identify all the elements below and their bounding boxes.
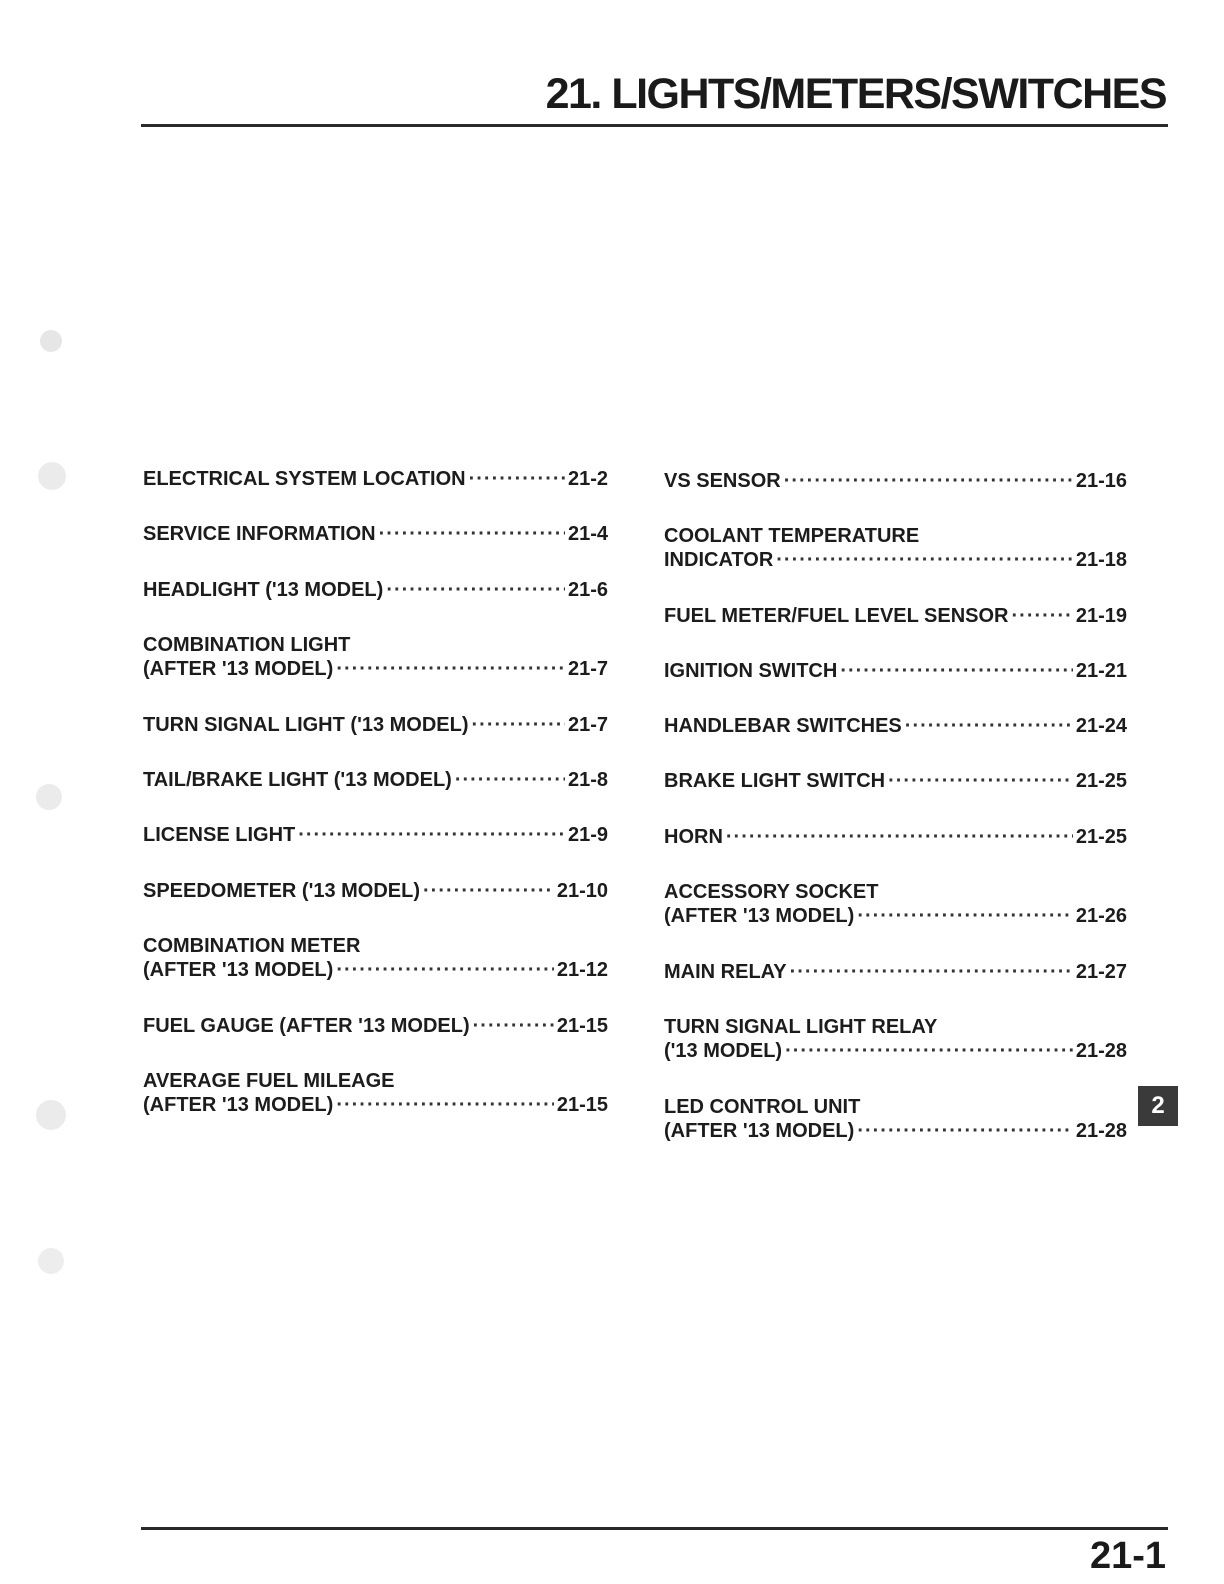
toc-entry-fuel-meter[interactable] <box>664 604 1127 628</box>
footer-rule <box>141 1527 1168 1530</box>
toc-entry-page: 21-6 <box>567 579 608 601</box>
toc-entry-page: 21-26 <box>1075 905 1127 927</box>
toc-entry-page: 21-28 <box>1075 1120 1127 1142</box>
leader-dots <box>857 1119 1073 1143</box>
toc-entry-text: HORN <box>664 826 723 848</box>
page-number: 21-1 <box>1089 1535 1166 1577</box>
toc-entry-main-relay[interactable] <box>664 960 1127 984</box>
leader-dots <box>336 657 565 681</box>
section-tab[interactable]: 2 <box>1138 1086 1178 1126</box>
leader-dots <box>455 768 565 792</box>
title-rule <box>141 124 1168 127</box>
toc-entry-page: 21-15 <box>556 1094 608 1116</box>
page-title: 21. LIGHTS/METERS/SWITCHES <box>545 70 1166 118</box>
toc-entry-text: (AFTER '13 MODEL) <box>664 1120 855 1142</box>
leader-dots <box>857 904 1073 928</box>
toc-entry-page: 21-2 <box>567 468 608 490</box>
toc-entry-coolant-temperature-indicator[interactable] <box>664 524 1127 572</box>
leader-dots <box>336 958 554 982</box>
toc-entry-text: (AFTER '13 MODEL) <box>143 658 334 680</box>
toc-entry-average-fuel-mileage[interactable] <box>143 1069 608 1117</box>
toc-entry-headlight[interactable] <box>143 578 608 602</box>
toc-entry-text: (AFTER '13 MODEL) <box>143 1094 334 1116</box>
leader-dots <box>790 960 1073 984</box>
toc-entry-page: 21-16 <box>1075 470 1127 492</box>
toc-entry-page: 21-24 <box>1075 715 1127 737</box>
toc-entry-heading: LED CONTROL UNIT <box>664 1096 861 1118</box>
toc-entry-service-information[interactable] <box>143 522 608 546</box>
toc-entry-text: SPEEDOMETER ('13 MODEL) <box>143 880 421 902</box>
leader-dots <box>784 469 1073 493</box>
scan-speck <box>36 784 62 810</box>
scan-speck <box>38 462 66 490</box>
leader-dots <box>469 467 565 491</box>
toc-entry-text: BRAKE LIGHT SWITCH <box>664 770 886 792</box>
toc-entry-brake-light-switch[interactable] <box>664 769 1127 793</box>
toc-entry-page: 21-12 <box>556 959 608 981</box>
toc-entry-text: (AFTER '13 MODEL) <box>664 905 855 927</box>
leader-dots <box>336 1093 554 1117</box>
toc-entry-speedometer[interactable] <box>143 879 608 903</box>
toc-entry-heading: COMBINATION METER <box>143 935 361 957</box>
toc-entry-horn[interactable] <box>664 825 1127 849</box>
toc-entry-text: SERVICE INFORMATION <box>143 523 376 545</box>
toc-entry-text: FUEL GAUGE (AFTER '13 MODEL) <box>143 1015 470 1037</box>
toc-entry-heading: COMBINATION LIGHT <box>143 634 351 656</box>
toc-entry-ignition-switch[interactable] <box>664 659 1127 683</box>
leader-dots <box>840 659 1073 683</box>
toc-entry-vs-sensor[interactable] <box>664 469 1127 493</box>
toc-entry-heading: TURN SIGNAL LIGHT RELAY <box>664 1016 938 1038</box>
toc-entry-page: 21-18 <box>1075 549 1127 571</box>
toc-entry-text: HEADLIGHT ('13 MODEL) <box>143 579 384 601</box>
leader-dots <box>888 769 1073 793</box>
toc-entry-turn-signal-light[interactable] <box>143 713 608 737</box>
toc-entry-page: 21-25 <box>1075 770 1127 792</box>
leader-dots <box>776 548 1073 572</box>
scan-speck <box>36 1100 66 1130</box>
toc-entry-text: LICENSE LIGHT <box>143 824 296 846</box>
leader-dots <box>785 1039 1073 1063</box>
toc-entry-text: ('13 MODEL) <box>664 1040 783 1062</box>
toc-entry-text: FUEL METER/FUEL LEVEL SENSOR <box>664 605 1009 627</box>
leader-dots <box>1012 604 1073 628</box>
toc-entry-text: INDICATOR <box>664 549 774 571</box>
leader-dots <box>473 1014 554 1038</box>
leader-dots <box>905 714 1073 738</box>
toc-entry-text: IGNITION SWITCH <box>664 660 838 682</box>
toc-entry-page: 21-25 <box>1075 826 1127 848</box>
toc-entry-text: TAIL/BRAKE LIGHT ('13 MODEL) <box>143 769 452 791</box>
toc-entry-page: 21-8 <box>567 769 608 791</box>
toc-entry-led-control-unit[interactable] <box>664 1095 1127 1143</box>
toc-entry-page: 21-7 <box>567 714 608 736</box>
leader-dots <box>423 879 554 903</box>
toc-entry-fuel-gauge[interactable] <box>143 1014 608 1038</box>
toc-entry-heading: ACCESSORY SOCKET <box>664 881 879 903</box>
toc-entry-page: 21-15 <box>556 1015 608 1037</box>
toc-entry-page: 21-21 <box>1075 660 1127 682</box>
toc-entry-handlebar-switches[interactable] <box>664 714 1127 738</box>
toc-entry-text: MAIN RELAY <box>664 961 787 983</box>
toc-entry-page: 21-10 <box>556 880 608 902</box>
scan-speck <box>38 1248 64 1274</box>
toc-entry-page: 21-4 <box>567 523 608 545</box>
toc-entry-text: (AFTER '13 MODEL) <box>143 959 334 981</box>
toc-entry-page: 21-7 <box>567 658 608 680</box>
toc-entry-turn-signal-light-relay[interactable] <box>664 1015 1127 1063</box>
toc-entry-page: 21-27 <box>1075 961 1127 983</box>
scan-speck <box>40 330 62 352</box>
toc-entry-page: 21-28 <box>1075 1040 1127 1062</box>
leader-dots <box>386 578 565 602</box>
toc-entry-combination-meter[interactable] <box>143 934 608 982</box>
toc-entry-electrical-system-location[interactable] <box>143 467 608 491</box>
leader-dots <box>379 522 565 546</box>
toc-entry-license-light[interactable] <box>143 823 608 847</box>
toc-entry-text: ELECTRICAL SYSTEM LOCATION <box>143 468 466 490</box>
toc-entry-page: 21-19 <box>1075 605 1127 627</box>
leader-dots <box>472 713 565 737</box>
toc-entry-accessory-socket[interactable] <box>664 880 1127 928</box>
leader-dots <box>726 825 1073 849</box>
toc-entry-heading: AVERAGE FUEL MILEAGE <box>143 1070 395 1092</box>
toc-entry-combination-light[interactable] <box>143 633 608 681</box>
toc-entry-text: VS SENSOR <box>664 470 781 492</box>
toc-entry-page: 21-9 <box>567 824 608 846</box>
toc-entry-text: TURN SIGNAL LIGHT ('13 MODEL) <box>143 714 469 736</box>
toc-entry-text: HANDLEBAR SWITCHES <box>664 715 902 737</box>
toc-entry-heading: COOLANT TEMPERATURE <box>664 525 920 547</box>
leader-dots <box>298 823 565 847</box>
toc-entry-tail-brake-light[interactable] <box>143 768 608 792</box>
